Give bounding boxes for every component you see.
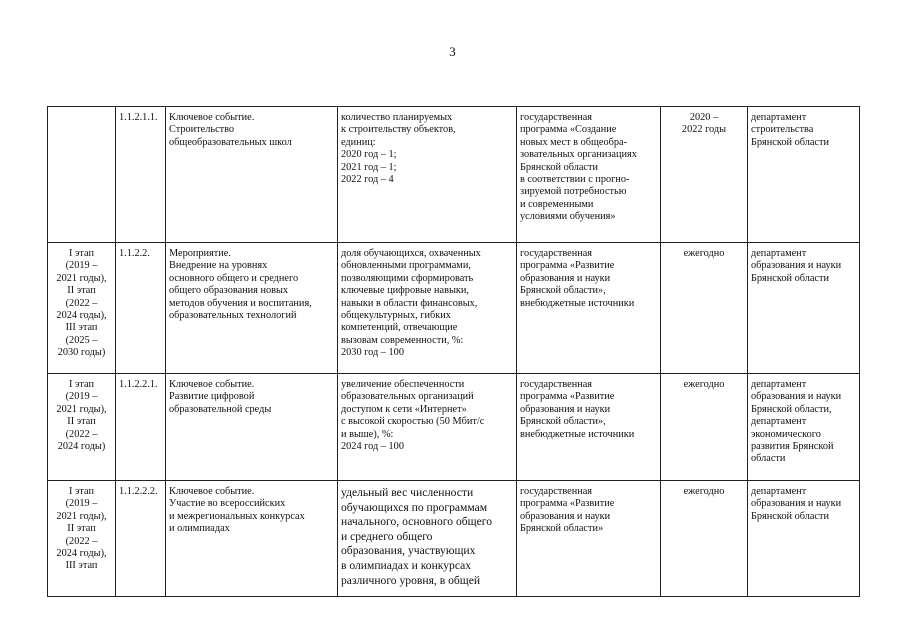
- stage-cell: [48, 107, 116, 243]
- indicator-cell: удельный вес численности обучающихся по программам начального, основного общего и среднего общего образования, участвующих в олимпиадах и конкурсах различного уровня, в общей: [338, 481, 517, 597]
- plan-table: [47, 106, 860, 597]
- funding-source-cell: государственная программа «Развитие образования и науки Брянской области»: [517, 481, 661, 597]
- event-cell: Мероприятие. Внедрение на уровнях основного общего и среднего общего образования новых методов обучения и воспитания, образовательных технологий: [166, 243, 338, 374]
- indicator-cell: количество планируемых к строительству объектов, единиц: 2020 год – 1; 2021 год – 1; 2022 год – 4: [338, 107, 517, 243]
- indicator-cell: увеличение обеспеченности образовательных организаций доступом к сети «Интернет» с высокой скоростью (50 Мбит/с и выше), %: 2024 год – 100: [338, 374, 517, 481]
- table-row: [48, 374, 860, 481]
- term-cell: ежегодно: [661, 374, 748, 481]
- funding-source-cell: государственная программа «Создание новых мест в общеобра- зовательных организациях Брянской области в соответствии с прогно- зируемой потребностью и современными условиями обучения»: [517, 107, 661, 243]
- event-cell: Ключевое событие. Участие во всероссийских и межрегиональных конкурсах и олимпиадах: [166, 481, 338, 597]
- executor-cell: департамент образования и науки Брянской области, департамент экономического развития Брянской области: [748, 374, 860, 481]
- stage-cell: I этап (2019 – 2021 годы), II этап (2022 – 2024 годы), III этап (2025 – 2030 годы): [48, 243, 116, 374]
- term-cell: ежегодно: [661, 243, 748, 374]
- term-cell: 2020 – 2022 годы: [661, 107, 748, 243]
- stage-cell: I этап (2019 – 2021 годы), II этап (2022 – 2024 годы), III этап: [48, 481, 116, 597]
- executor-cell: департамент образования и науки Брянской области: [748, 243, 860, 374]
- executor-cell: департамент строительства Брянской области: [748, 107, 860, 243]
- executor-cell: департамент образования и науки Брянской области: [748, 481, 860, 597]
- event-cell: Ключевое событие. Развитие цифровой образовательной среды: [166, 374, 338, 481]
- funding-source-cell: государственная программа «Развитие образования и науки Брянской области», внебюджетные источники: [517, 374, 661, 481]
- indicator-cell: доля обучающихся, охваченных обновленными программами, позволяющими сформировать ключевые цифровые навыки, навыки в области финансовых, общекультурных, гибких компетенций, отвечающие вызовам современности, %: 2030 год – 100: [338, 243, 517, 374]
- table-row: [48, 243, 860, 374]
- table-row: [48, 107, 860, 243]
- item-number-cell: 1.1.2.2.2.: [116, 481, 166, 597]
- item-number-cell: 1.1.2.2.: [116, 243, 166, 374]
- funding-source-cell: государственная программа «Развитие образования и науки Брянской области», внебюджетные источники: [517, 243, 661, 374]
- term-cell: ежегодно: [661, 481, 748, 597]
- item-number-cell: 1.1.2.1.1.: [116, 107, 166, 243]
- table-row: [48, 481, 860, 597]
- event-cell: Ключевое событие. Строительство общеобразовательных школ: [166, 107, 338, 243]
- page-number: 3: [449, 44, 456, 59]
- item-number-cell: 1.1.2.2.1.: [116, 374, 166, 481]
- stage-cell: I этап (2019 – 2021 годы), II этап (2022 – 2024 годы): [48, 374, 116, 481]
